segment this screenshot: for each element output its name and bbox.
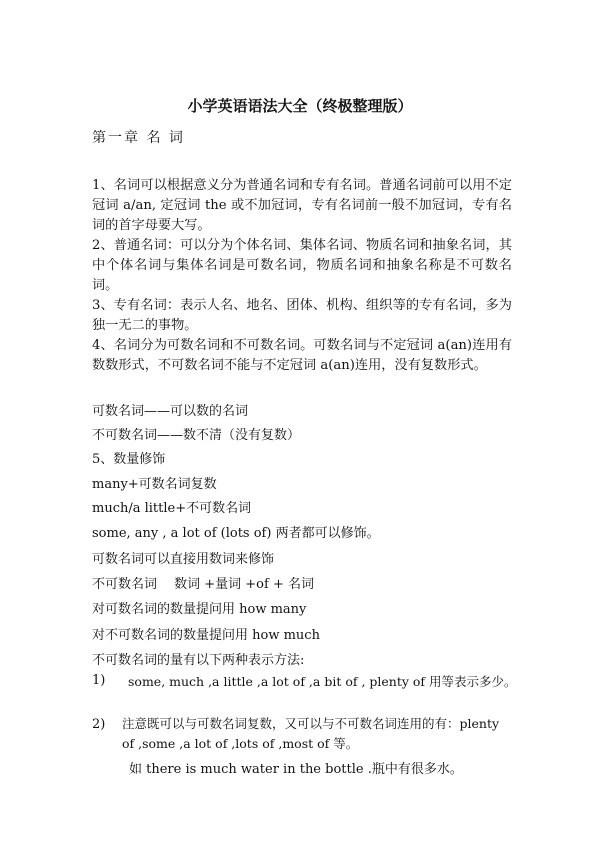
example-line: 如 there is much water in the bottle .瓶中有很多水。 [129, 762, 463, 777]
text-line: 不可数名词的量有以下两种表示方法: [92, 653, 305, 668]
text-line: 对不可数名词的数量提问用 how much [92, 628, 320, 643]
list-number: 2) [92, 717, 106, 732]
paragraph-4: 4、名词分为可数名词和不可数名词。可数名词与不定冠词 a(an)连用有数数形式，不可数名词不能与不定冠词 a(an)连用，没有复数形式。 [92, 338, 512, 373]
list-item: 注意既可以与可数名词复数，又可以与不可数名词连用的有：plenty of ,some ,a lot of ,lots of ,most of 等。 [122, 716, 500, 751]
text-line: 可数名词可以直接用数词来修饰 [92, 552, 275, 567]
text-line: 不可数名词——数不清（没有复数） [92, 428, 301, 443]
text-line: 可数名词——可以数的名词 [92, 404, 249, 419]
text-line: some, any , a lot of (lots of) 两者都可以修饰。 [92, 526, 380, 541]
list-number: 1) [92, 673, 106, 688]
text-line: 5、数量修饰 [92, 452, 166, 467]
paragraph-1: 1、名词可以根据意义分为普通名词和专有名词。普通名词前可以用不定冠词 a/an, 定冠词 the 或不加冠词，专有名词前一般不加冠词，专有名词的首字母要大写。 [92, 178, 512, 233]
text-line: much/a little+不可数名词 [92, 501, 252, 516]
text-line: 不可数名词 数词 +量词 +of + 名词 [92, 577, 314, 592]
paragraph-2: 2、普通名词：可以分为个体名词、集体名词、物质名词和抽象名词，其中个体名词与集体名词是可数名词，物质名词和抽象名称是不可数名词。 [92, 238, 512, 293]
text-line: many+可数名词复数 [92, 477, 217, 492]
list-item: some, much ,a little ,a lot of ,a bit of , plenty of 用等表示多少。 [128, 674, 517, 689]
paragraph-3: 3、专有名词：表示人名、地名、团体、机构、组织等的专有名词，多为独一无二的事物。 [92, 298, 512, 333]
text-line: 对可数名词的数量提问用 how many [92, 602, 307, 617]
chapter-heading: 第一章 名 词 [92, 130, 185, 146]
document-title: 小学英语语法大全（终极整理版） [187, 97, 413, 115]
